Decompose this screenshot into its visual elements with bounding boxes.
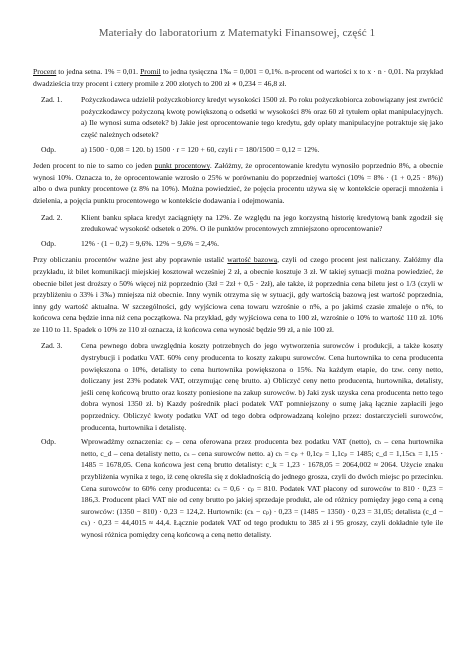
term-promil: Promil <box>140 67 161 76</box>
explain1-pre: Jeden procent to nie to samo co jeden <box>33 161 155 171</box>
task-2 <box>33 212 443 235</box>
document-title: Materiały do laboratorium z Matematyki Finansowej, część 1 <box>98 27 376 39</box>
explain1-post: . Załóżmy, że oprocentowanie kredytu wynosiło poprzednio 8%, a obecnie wynosi 10%. Oznacza to, że oprocentowanie wzrosło o 25% w porównaniu do poprzedniej wartości (10% = 8% · (1 + 0,25 · 8%)) albo o dwa punkty procentowe (z 8% na 10%). Można powiedzieć, że pojęcia procentu używa się w kontekście operacji mnożenia i dzielenia, a pojęcia punktu procentowego w kontekście dodawania i odejmowania. <box>33 161 443 205</box>
explain2-post: , czyli od czego procent jest naliczany. Załóżmy dla przykładu, iż bilet komunikacji miejskiej kosztował wcześniej 2 zł, a obecnie kosztuje 3 zł. W takiej sytuacji można powiedzieć, że obecnie bilet jest droższy o 50% więcej niż poprzednio (3zł = 2zł + 0,5 · 2zł), ale także, iż poprzednia cena biletu jest o 1/3 (czyli w przybliżeniu o 33% i 3‰) mniejsza niż obecnie. Inny wynik otrzyma się w sytuacji, gdy wartością bazową jest wartość poprzednia, inny gdy wartość aktualna. W szczególności, gdy wyjściowa cena towaru wzrośnie o n%, a po jakimś czasie zmaleje o n%, to końcowa cena będzie inna niż cena początkowa. Na przykład, gdy wyjściowa cena to 100 zł, wzrośnie o 10% to wartość 110 zł. 10% ze 110 to 11. Spadek o 10% ze 110 zł oznacza, iż końcowa cena wynosić będzie 99 zł, a nie 100 zł. <box>33 255 444 334</box>
task-3-text: Cena pewnego dobra uwzględnia koszty potrzebnych do jego wytworzenia surowców i produkcji, a także koszty dystrybucji i podatku VAT. 60% ceny producenta to koszty zakupu surowców. Cena hurtownika to cena producenta powiększona o 10%, detalisty to cena hurtownika powiększona o 15%. Na każdym etapie, do tzw. ceny netto, doliczany jest 23% podatek VAT, otrzymując cenę brutto. a) Obliczyć ceny netto producenta, hurtownika, detalisty, jeśli cenę końcową brutto oraz koszty poniesione na zakup surowców. b) Jaki zysk uzyska cena producenta netto tego dobra wynosi 1350 zł. b) Kazdy pośrednik płaci podatek VAT pomniejszony o sumę jaką łącznie zapłacili jego poprzednicy. Obliczyć kwoty podatku VAT od tego dobra odprowadzaną kolejno przez: dostarczycieli surowców, producenta, hurtownika i detalistę. <box>81 341 443 432</box>
term-procent: Procent <box>33 67 57 76</box>
term-wartosc-bazowa: wartość bazową <box>227 255 278 265</box>
explanation-base-value <box>33 254 443 335</box>
intro-paragraph <box>33 66 443 89</box>
task-2-text: Klient banku spłaca kredyt zaciągnięty na 12%. Ze względu na jego korzystną historię kredytową bank zgodził się zredukować wysokość odsetek o 20%. O ile punktów procentowych zmniejszono oprocentowanie? <box>81 212 443 234</box>
task-3 <box>33 340 443 433</box>
explanation-percentage-points <box>33 160 443 206</box>
task-1-text: Pożyczkodawca udzielił pożyczkobiorcy kredyt wysokości 1500 zł. Po roku pożyczkobiorca zobowiązany jest zwrócić pożyczkodawcy pożyczoną kwotę powiększoną o odsetki w wysokości 8% oraz 60 zł tytułem opłat manipulacyjnych. a) Ile wynosi suma odsetek? b) Jakie jest oprocentowanie tego kredytu, gdy opłaty manipulacyjne potraktuje się jako część należnych odsetek? <box>81 95 443 139</box>
task-3-answer <box>33 436 443 540</box>
task-2-answer <box>33 238 443 250</box>
term-punkt-procentowy: punkt procentowy <box>154 161 210 171</box>
task-2-answer-label: Odp. <box>41 238 56 248</box>
task-3-label: Zad. 3. <box>41 341 63 351</box>
intro-text-2: to jedna tysięczna 1‰ = 0,001 = 0,1%. n-procent od wartości x to x · n · 0,01. Na przykład dwadzieścia trzy procent i cztery promile z 200 złotych to 200 zł ∗ 0,234 = 46,8 zł. <box>33 67 443 88</box>
task-1-answer-label: Odp. <box>41 144 56 154</box>
task-2-answer-text: 12% · (1 − 0,2) = 9,6%. 12% − 9,6% = 2,4%. <box>81 238 219 248</box>
task-1-answer-text: a) 1500 · 0,08 = 120. b) 1500 · r = 120 + 60, czyli r = 180/1500 = 0,12 = 12%. <box>81 144 320 154</box>
task-1-answer <box>33 144 443 156</box>
task-1 <box>33 94 443 140</box>
intro-text-1: to jedna setna. 1% = 0,01. <box>56 67 141 76</box>
task-1-label: Zad. 1. <box>41 95 63 105</box>
task-3-answer-text: Wprowadźmy oznaczenia: cₚ – cena oferowana przez producenta bez podatku VAT (netto), cₕ – cena hurtownika netto, c_d – cena detalisty netto, cₛ – cena surowców netto. a) cₕ = cₚ + 0,1cₚ = 1,1cₚ = 1485; c_d = 1,15cₕ = 1,15 · 1485 = 1678,05. Cena końcowa jest ceną brutto detalisty: c_k = 1,23 · 1678,05 = 2064,002 ≈ 2064. Użycie znaku przybliżenia wynika z tego, iż cenę określa się z dokładnością do jednego grosza, czyli do dwóch miejsc po przecinku. Cena surowców to 60% ceny producenta: cₛ = 0,6 · cₚ = 810. Podatek VAT płacony od surowców to 810 · 0,23 = 186,3. Producent płaci VAT nie od ceny brutto po jakiej sprzedaje produkt, ale od różnicy pomiędzy jego ceną a ceną surowców: (1350 − 810) · 0,23 = 124,2. Hurtownik: (cₕ − cₚ) · 0,23 = (1485 − 1350) · 0,23 = 31,05; detalista (c_d − cₕ) · 0,23 = 44,4015 ≈ 44,4. Łącznie podatek VAT od tego produktu to 385 zł i 95 groszy, czyli dokładnie tyle ile wynosi różnica pomiędzy ceną końcową a ceną netto detalisty. <box>81 437 443 539</box>
task-2-label: Zad. 2. <box>41 212 63 222</box>
document-body <box>33 66 443 546</box>
task-3-answer-label: Odp. <box>41 437 56 447</box>
explain2-pre: Przy obliczaniu procentów ważne jest aby poprawnie ustalić <box>33 255 228 265</box>
